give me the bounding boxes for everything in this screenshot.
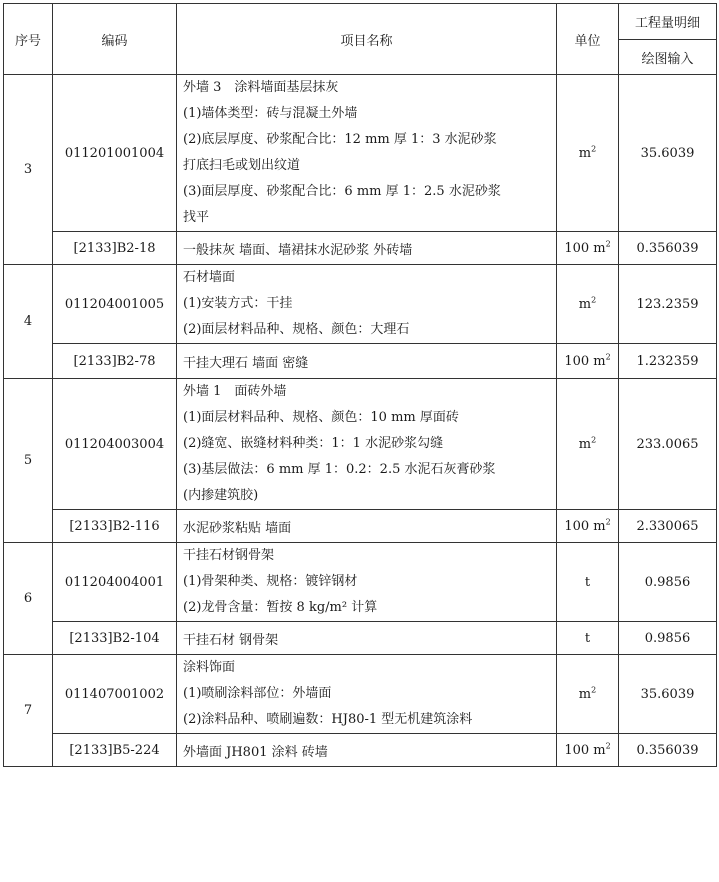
quota-name: 一般抹灰 墙面、墙裙抹水泥砂浆 外砖墙 [177,232,557,265]
quota-code: [2133]B2-18 [53,232,177,265]
item-unit: t [557,543,619,622]
quota-name: 干挂石材 钢骨架 [177,622,557,655]
item-feature: (3)基层做法：6 mm 厚 1：0.2：2.5 水泥石灰膏砂浆 [183,462,496,477]
quota-unit: 100 $m^2$ [557,734,619,767]
quota-code: [2133]B5-224 [53,734,177,767]
quota-unit: 100 $m^2$ [557,344,619,379]
quota-unit: 100 $m^2$ [557,232,619,265]
item-code: 011204003004 [53,379,177,510]
item-row [4,265,717,344]
quota-row [4,510,717,543]
item-code: 011407001002 [53,655,177,734]
header-name: 项目名称 [177,4,557,75]
item-feature: (3)面层厚度、砂浆配合比：6 mm 厚 1：2.5 水泥砂浆 [183,184,501,199]
item-feature: (2)龙骨含量：暂按 8 kg/m² 计算 [183,600,378,615]
item-quantity: 35.6039 [619,75,717,232]
item-quantity: 0.9856 [619,543,717,622]
seq-cell: 6 [4,543,53,655]
item-quantity: 35.6039 [619,655,717,734]
item-feature: (1)骨架种类、规格：镀锌钢材 [183,574,358,589]
item-description [177,265,557,344]
item-feature: (2)缝宽、嵌缝材料种类：1：1 水泥砂浆勾缝 [183,436,444,451]
item-feature: (2)涂料品种、喷刷遍数：HJ80-1 型无机建筑涂料 [183,712,473,727]
item-feature: (1)墙体类型：砖与混凝土外墙 [183,106,358,121]
item-row [4,75,717,232]
quota-quantity: 0.356039 [619,734,717,767]
quota-name: 干挂大理石 墙面 密缝 [177,344,557,379]
item-title: 石材墙面 [183,270,236,285]
item-unit: $m^2$ [557,379,619,510]
quota-quantity: 0.356039 [619,232,717,265]
item-quantity: 233.0065 [619,379,717,510]
quota-name: 水泥砂浆粘贴 墙面 [177,510,557,543]
quota-code: [2133]B2-116 [53,510,177,543]
quota-row [4,344,717,379]
group-seq-7 [4,655,717,767]
item-feature: 找平 [183,210,210,225]
seq-cell: 5 [4,379,53,543]
quota-quantity: 1.232359 [619,344,717,379]
quota-unit: 100 $m^2$ [557,510,619,543]
quota-unit: t [557,622,619,655]
group-seq-6 [4,543,717,655]
item-title: 干挂石材钢骨架 [183,548,275,563]
item-row [4,543,717,622]
quantity-table [3,3,717,767]
quota-code: [2133]B2-78 [53,344,177,379]
group-seq-3 [4,75,717,265]
item-title: 外墙 1 面砖外墙 [183,384,287,399]
item-feature: (2)面层材料品种、规格、颜色：大理石 [183,322,410,337]
item-unit: $m^2$ [557,75,619,232]
item-row [4,379,717,510]
header-seq: 序号 [4,4,53,75]
item-feature: (1)安装方式：干挂 [183,296,293,311]
item-unit: $m^2$ [557,265,619,344]
header-qty-input: 绘图输入 [619,40,717,75]
quota-quantity: 0.9856 [619,622,717,655]
seq-cell: 3 [4,75,53,265]
item-unit: $m^2$ [557,655,619,734]
header-qty-detail: 工程量明细 [619,4,717,40]
item-title: 外墙 3 涂料墙面基层抹灰 [183,80,339,95]
item-feature: (2)底层厚度、砂浆配合比：12 mm 厚 1：3 水泥砂浆 [183,132,497,147]
item-feature: (1)面层材料品种、规格、颜色：10 mm 厚面砖 [183,410,459,425]
item-description [177,75,557,232]
item-description [177,543,557,622]
item-row [4,655,717,734]
quota-code: [2133]B2-104 [53,622,177,655]
item-description [177,655,557,734]
item-title: 涂料饰面 [183,660,236,675]
item-code: 011204004001 [53,543,177,622]
quota-row [4,734,717,767]
seq-cell: 4 [4,265,53,379]
item-code: 011201001004 [53,75,177,232]
item-feature: (1)喷刷涂料部位：外墙面 [183,686,332,701]
quota-row [4,622,717,655]
header-unit: 单位 [557,4,619,75]
quota-name: 外墙面 JH801 涂料 砖墙 [177,734,557,767]
group-seq-4 [4,265,717,379]
header-code: 编码 [53,4,177,75]
item-description [177,379,557,510]
item-quantity: 123.2359 [619,265,717,344]
item-feature: 打底扫毛或划出纹道 [183,158,301,173]
item-code: 011204001005 [53,265,177,344]
group-seq-5 [4,379,717,543]
item-feature: (内掺建筑胶) [183,488,259,503]
quota-row [4,232,717,265]
quota-quantity: 2.330065 [619,510,717,543]
seq-cell: 7 [4,655,53,767]
